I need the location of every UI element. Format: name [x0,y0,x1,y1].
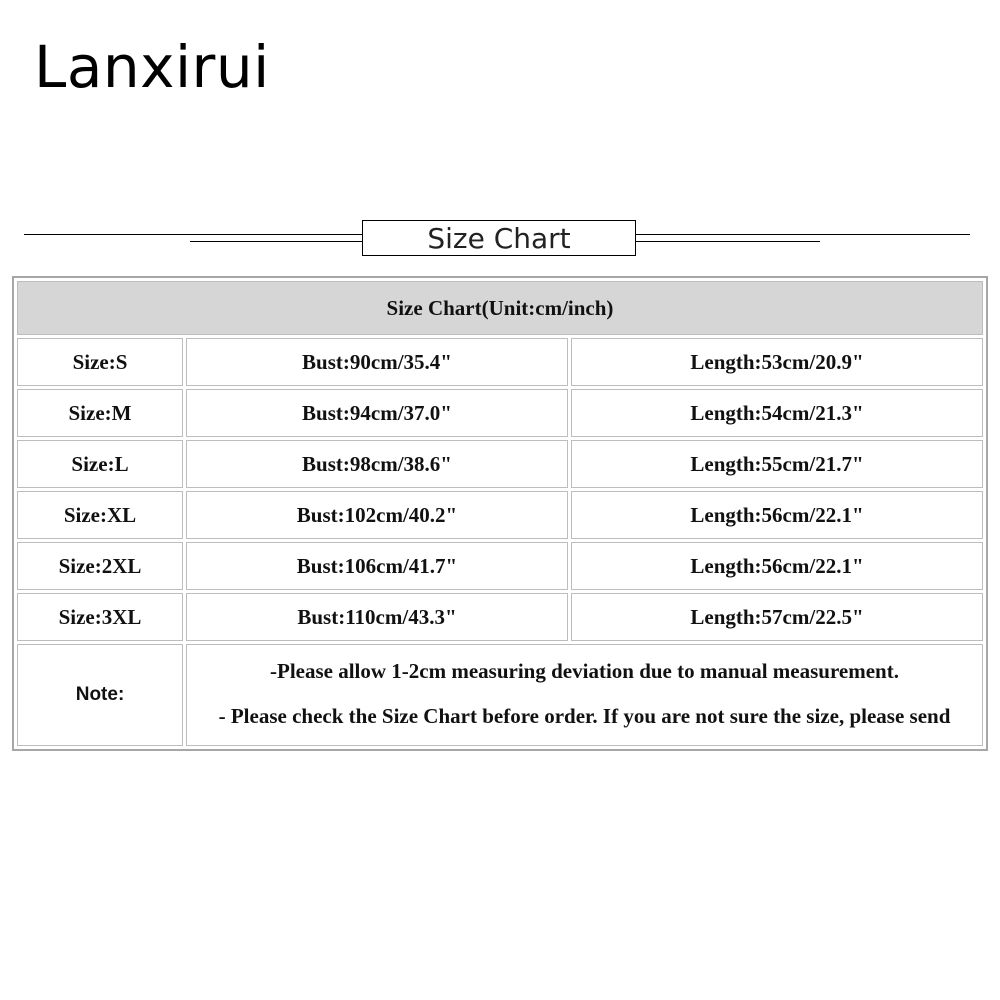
length-cell: Length:56cm/22.1" [571,491,983,539]
length-cell: Length:55cm/21.7" [571,440,983,488]
size-chart-table [12,276,988,751]
divider-line-right-inner [636,241,820,242]
bust-cell: Bust:106cm/41.7" [186,542,568,590]
table-header: Size Chart(Unit:cm/inch) [17,281,983,335]
table-row [17,338,983,386]
table-row [17,491,983,539]
note-row [17,644,983,746]
table-row [17,389,983,437]
table-row [17,440,983,488]
bust-cell: Bust:110cm/43.3" [186,593,568,641]
size-cell: Size:XL [17,491,183,539]
size-cell: Size:M [17,389,183,437]
table-row [17,542,983,590]
divider-line-left-outer [24,234,362,235]
size-cell: Size:2XL [17,542,183,590]
table-row [17,593,983,641]
note-label: Note: [17,644,183,746]
bust-cell: Bust:102cm/40.2" [186,491,568,539]
length-cell: Length:57cm/22.5" [571,593,983,641]
note-text [186,644,983,746]
length-cell: Length:56cm/22.1" [571,542,983,590]
size-cell: Size:3XL [17,593,183,641]
length-cell: Length:53cm/20.9" [571,338,983,386]
bust-cell: Bust:98cm/38.6" [186,440,568,488]
size-chart-title-band [0,215,1000,265]
divider-line-right-outer [636,234,970,235]
note-line: - Please check the Size Chart before order. If you are not sure the size, please send [218,704,951,728]
bust-cell: Bust:94cm/37.0" [186,389,568,437]
length-cell: Length:54cm/21.3" [571,389,983,437]
size-cell: Size:L [17,440,183,488]
brand-logo-text: Lanxirui [34,33,270,101]
size-cell: Size:S [17,338,183,386]
section-title: Size Chart [362,220,636,256]
divider-line-left-inner [190,241,362,242]
bust-cell: Bust:90cm/35.4" [186,338,568,386]
note-line: -Please allow 1-2cm measuring deviation due to manual measurement. [270,659,899,683]
